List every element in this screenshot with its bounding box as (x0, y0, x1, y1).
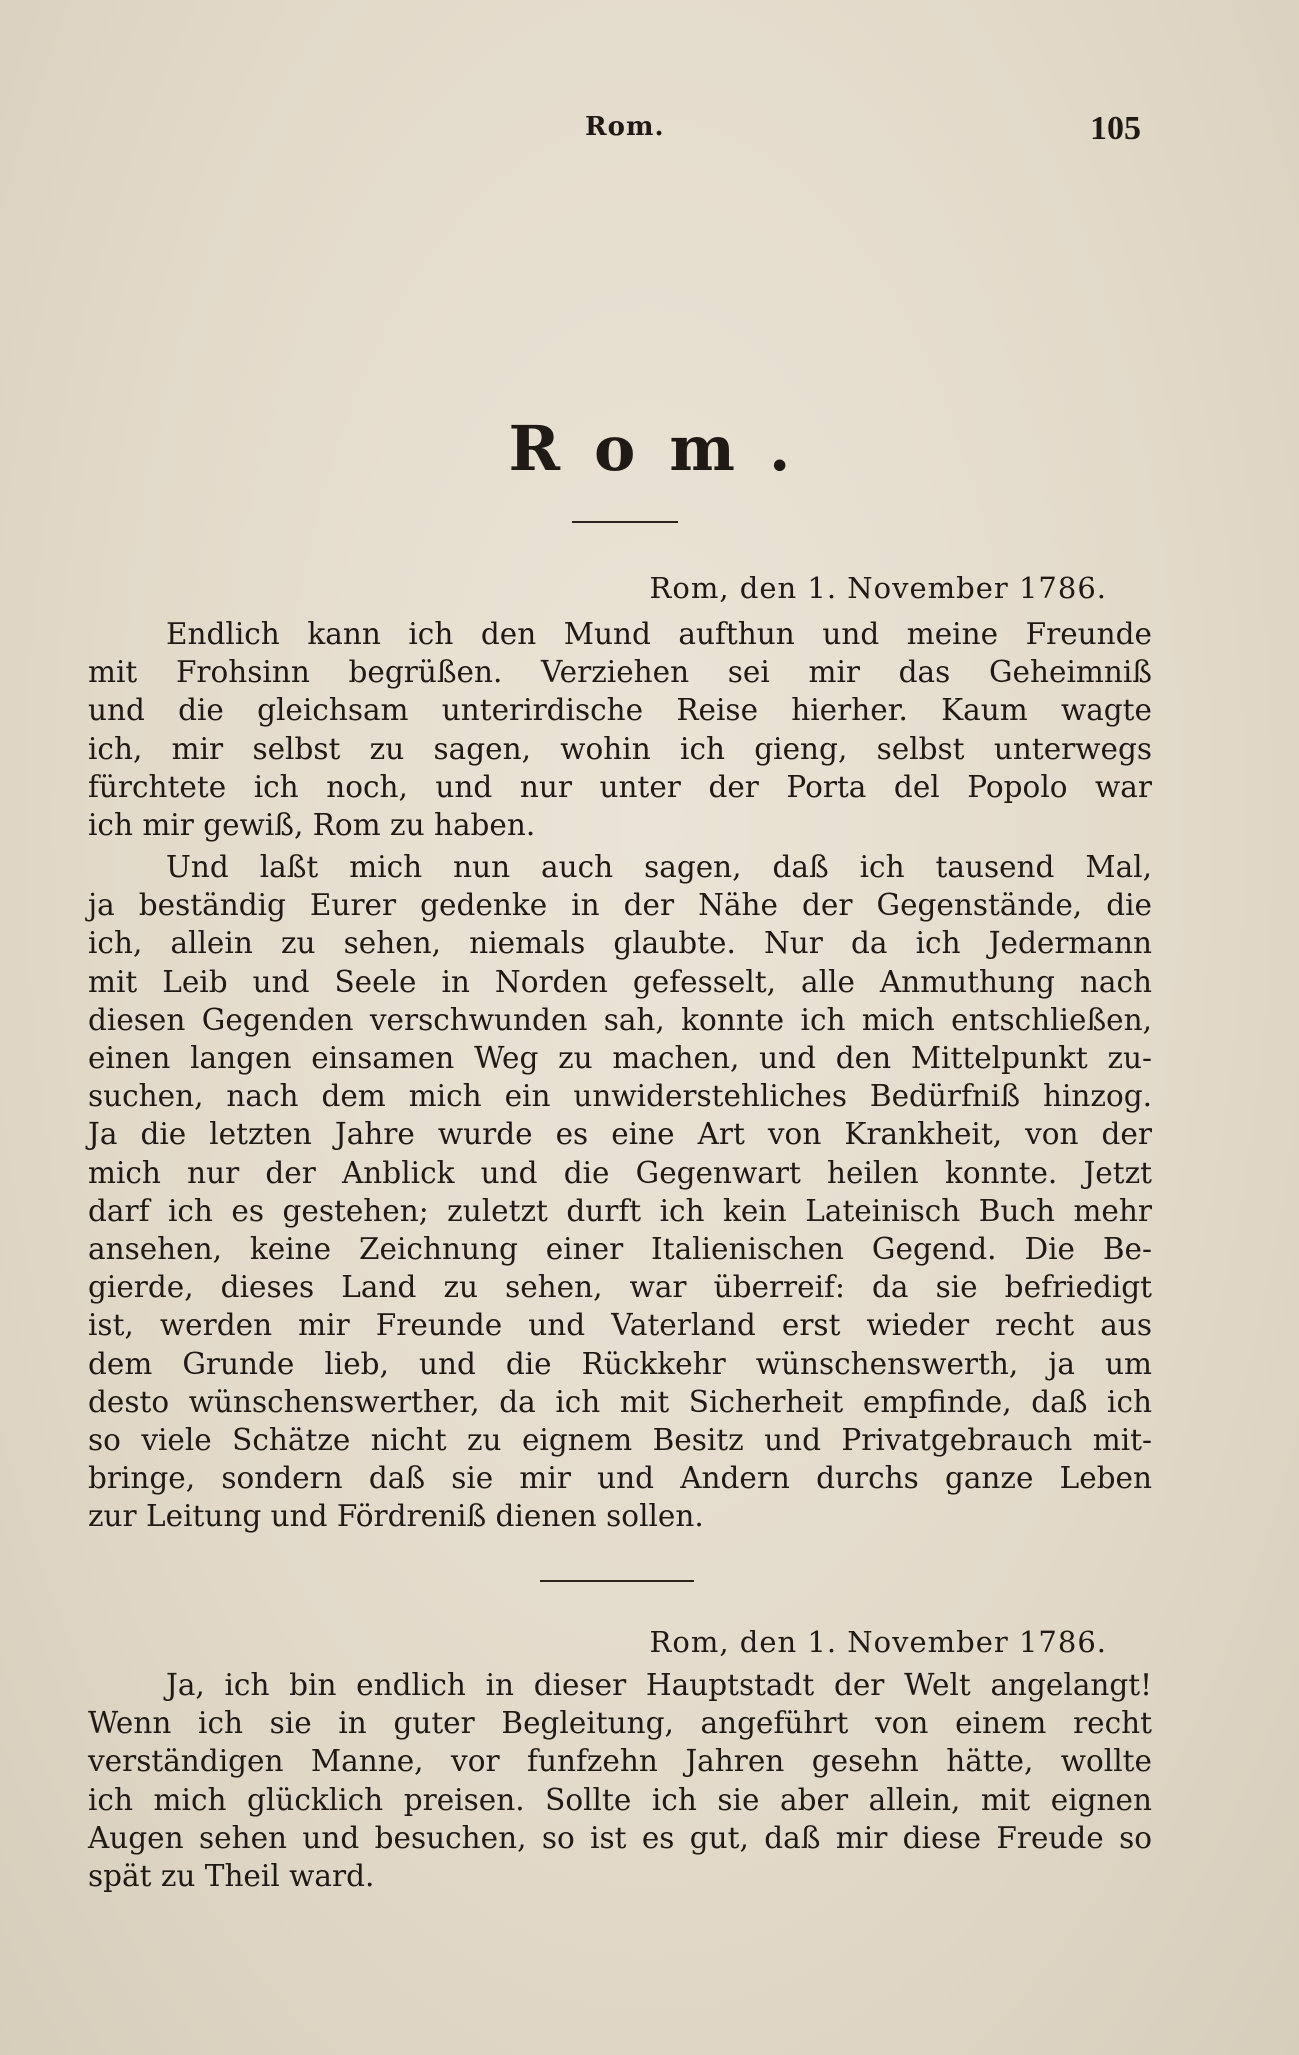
paragraph (88, 848, 1152, 1536)
text-line: einen langen einsamen Weg zu machen, und den Mittelpunkt zu- (88, 1041, 1152, 1076)
section-divider (540, 1580, 694, 1582)
text-line: ansehen, keine Zeichnung einer Italienischen Gegend. Die Be- (88, 1232, 1152, 1267)
text-line: Wenn ich sie in guter Begleitung, angeführt von einem recht (88, 1706, 1152, 1741)
text-line: Und laßt mich nun auch sagen, daß ich tausend Mal, (166, 850, 1152, 884)
text-line: suchen, nach dem mich ein unwiderstehliches Bedürfniß hinzog. (88, 1079, 1152, 1114)
dateline: Rom, den 1. November 1786. (649, 1625, 1107, 1659)
text-line: verständigen Manne, vor funfzehn Jahren gesehn hätte, wollte (88, 1744, 1152, 1779)
text-line: mich nur der Anblick und die Gegenwart heilen konnte. Jetzt (88, 1155, 1152, 1190)
text-line: Endlich kann ich den Mund aufthun und meine Freunde (166, 617, 1152, 651)
text-line: zur Leitung und Fördreniß dienen sollen. (88, 1499, 704, 1534)
text-line: darf ich es gestehen; zuletzt durft ich kein Lateinisch Buch mehr (88, 1193, 1152, 1228)
text-line: Augen sehen und besuchen, so ist es gut, daß mir diese Freude so (88, 1820, 1152, 1855)
dateline: Rom, den 1. November 1786. (649, 571, 1107, 605)
text-line: mit Leib und Seele in Norden gefesselt, alle Anmuthung nach (88, 964, 1152, 999)
text-line: ich mich glücklich preisen. Sollte ich sie aber allein, mit eignen (88, 1782, 1152, 1817)
text-line: bringe, sondern daß sie mir und Andern durchs ganze Leben (88, 1461, 1152, 1496)
title-divider (572, 521, 678, 523)
page-number: 105 (1090, 110, 1141, 147)
text-line: ich mir gewiß, Rom zu haben. (88, 808, 536, 843)
text-line: spät zu Theil ward. (88, 1859, 375, 1894)
text-line: Ja, ich bin endlich in dieser Hauptstadt der Welt angelangt! (166, 1668, 1152, 1702)
running-head: Rom. (585, 112, 665, 142)
text-line: mit Frohsinn begrüßen. Verziehen sei mir das Geheimniß (88, 655, 1152, 690)
text-line: desto wünschenswerther, da ich mit Sicherheit empfinde, daß ich (88, 1384, 1152, 1419)
text-line: diesen Gegenden verschwunden sah, konnte ich mich entschließen, (88, 1002, 1152, 1037)
text-line: ich, allein zu sehen, niemals glaubte. Nur da ich Jedermann (88, 926, 1152, 961)
text-line: fürchtete ich noch, und nur unter der Porta del Popolo war (88, 769, 1152, 804)
text-line: so viele Schätze nicht zu eignem Besitz und Privatgebrauch mit- (88, 1423, 1152, 1458)
chapter-title: Rom. (508, 412, 825, 485)
text-line: Ja die letzten Jahre wurde es eine Art von Krankheit, von der (88, 1117, 1152, 1152)
paragraph (88, 1666, 1152, 1895)
text-line: ja beständig Eurer gedenke in der Nähe der Gegenstände, die (88, 888, 1152, 923)
paragraph (88, 615, 1152, 844)
text-line: und die gleichsam unterirdische Reise hierher. Kaum wagte (88, 693, 1152, 728)
text-line: ich, mir selbst zu sagen, wohin ich gieng, selbst unterwegs (88, 731, 1152, 766)
text-line: dem Grunde lieb, und die Rückkehr wünschenswerth, ja um (88, 1346, 1152, 1381)
text-line: ist, werden mir Freunde und Vaterland erst wieder recht aus (88, 1308, 1152, 1343)
text-line: gierde, dieses Land zu sehen, war überreif: da sie befriedigt (88, 1270, 1152, 1305)
